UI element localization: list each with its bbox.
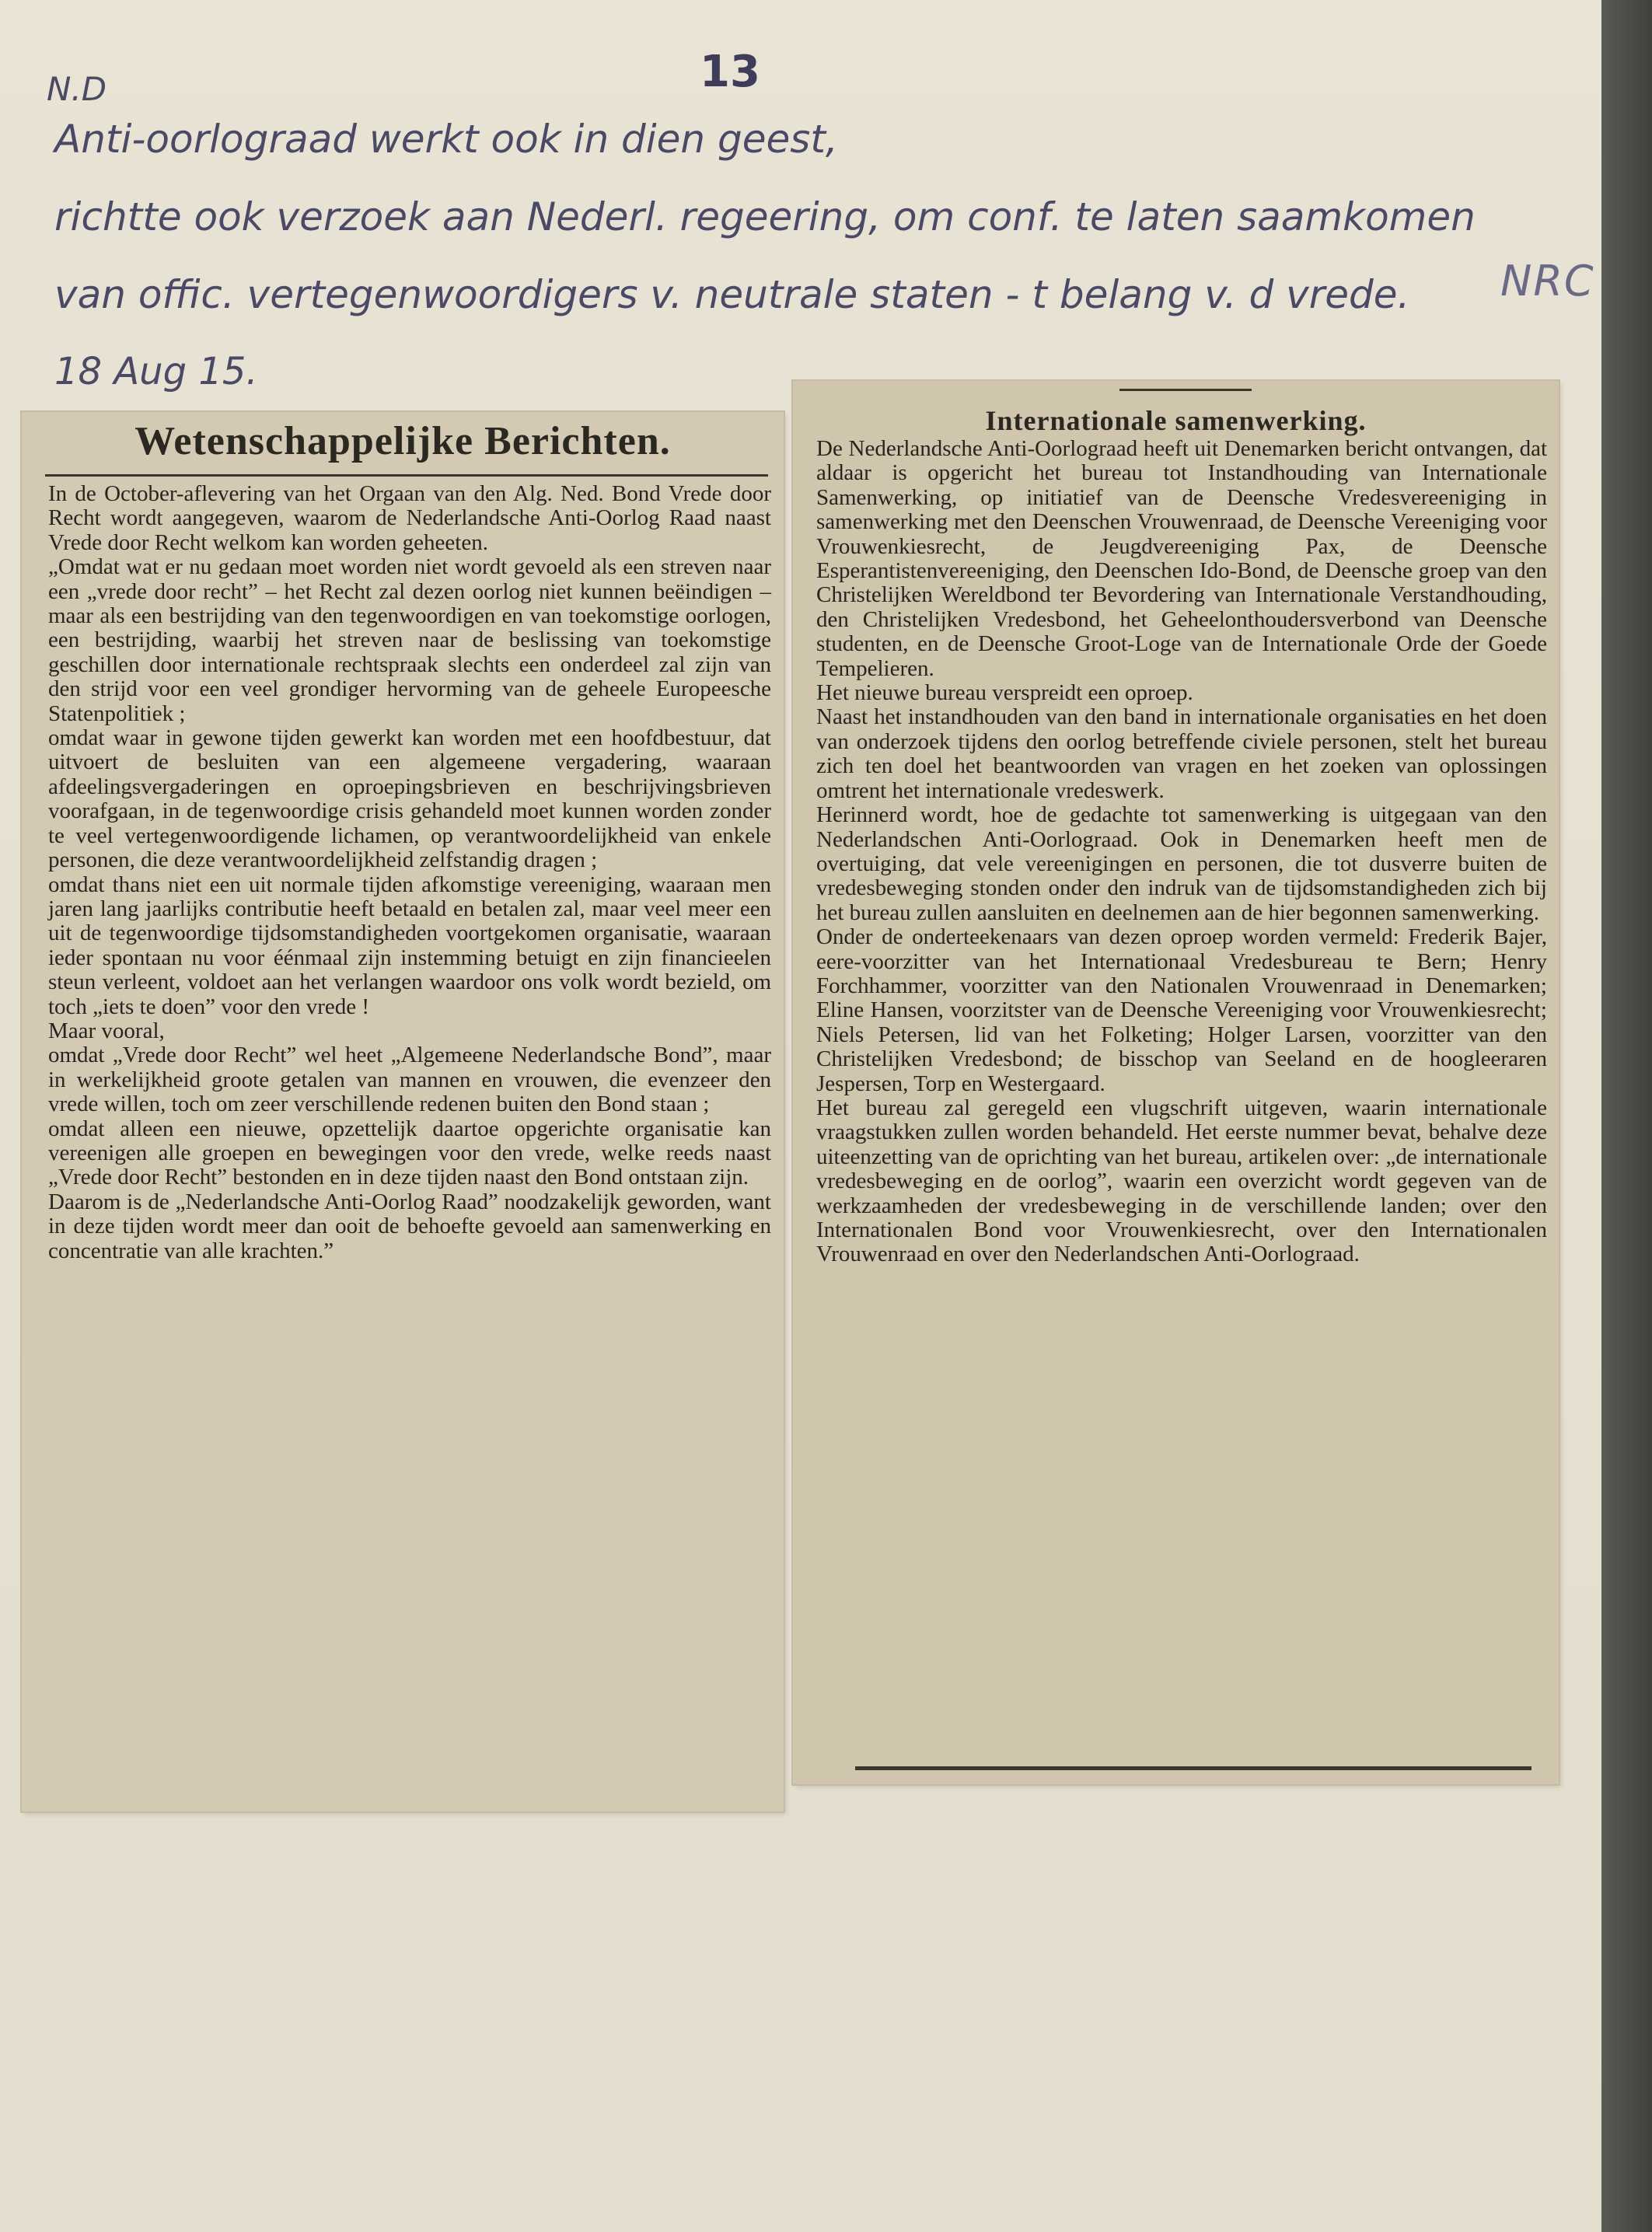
newspaper-clipping-right bbox=[793, 381, 1559, 1784]
right-clipping-bottom-rule bbox=[855, 1766, 1532, 1770]
handwritten-corner-note: N.D bbox=[47, 70, 107, 108]
handwritten-note-line-1: Anti-oorlograad werkt ook in dien geest, bbox=[54, 117, 838, 162]
left-clipping-body: In de October-aflevering van het Orgaan van den Alg. Ned. Bond Vrede door Recht wordt aangegeven, waarom de Nederlandsche Anti-Oorlog Raad naast Vrede door Recht welkom kan worden geheeten. „Omdat wat er nu gedaan moet worden niet wordt gevoeld als een streven naar een „vrede door recht” – het Recht zal dezen oorlog niet kunnen beëindigen – maar als een bestrijding van den tegenwoordigen en van toekomstige oorlogen, een bestrijding, waarbij het streven naar de beslissing van toekomstige geschillen door internationale rechtspraak slechts een onderdeel zal zijn van den strijd voor een veel grondiger hervorming van de geheele Europeesche Statenpolitiek ; omdat waar in gewone tijden gewerkt kan worden met een hoofdbestuur, dat uitvoert de besluiten van een algemeene vergadering, waaraan afdeelingsvergaderingen en oproepingsbrieven en beschrijvingsbrieven voorafgaan, in de tegenwoordige crisis gehandeld moet kunnen worden zonder te veel vertegenwoordigende lichamen, op verantwoordelijkheid van enkele personen, die deze verantwoordelijkheid zelfstandig dragen ; omdat thans niet een uit normale tijden afkomstige vereeniging, waaraan men jaren lang jaarlijks contributie heeft betaald en betalen zal, maar veel meer een uit de tegenwoordige tijdsomstandigheden voortgekomen organisatie, waaraan ieder spontaan nu voor éénmaal zijn instemming betuigt en zijn financieelen steun verleent, voldoet aan het verlangen waardoor ons volk wordt bezield, om toch „iets te doen” voor den vrede ! Maar vooral, omdat „Vrede door Recht” wel heet „Algemeene Nederlandsche Bond”, maar in werkelijkheid groote getalen van mannen en vrouwen, die evenzeer den vrede willen, toch om zeer verschillende redenen buiten den Bond staan ; omdat alleen een nieuwe, opzettelijk daartoe opgerichte organisatie kan vereenigen alle groepen en bewegingen voor den vrede, welke reeds naast „Vrede door Recht” bestonden en in deze tijden naast den Bond ontstaan zijn. Daarom is de „Nederlandsche Anti-Oorlog Raad” noodzakelijk geworden, want in deze tijden wordt meer dan ooit de behoefte gevoeld aan samenwerking en concentratie van alle krachten.” bbox=[48, 481, 771, 1263]
page-number: 13 bbox=[700, 47, 760, 97]
left-clipping-rule bbox=[45, 474, 768, 477]
handwritten-note-line-3: van offic. vertegenwoordigers v. neutrale staten - t belang v. d vrede. bbox=[54, 272, 1410, 317]
handwritten-note-line-2: richtte ook verzoek aan Nederl. regeering, om conf. te laten saamkomen bbox=[54, 194, 1476, 239]
newspaper-clipping-left bbox=[22, 412, 784, 1811]
handwritten-source: NRC bbox=[1500, 257, 1595, 306]
left-clipping-headline: Wetenschappelijke Berichten. bbox=[134, 419, 671, 463]
handwritten-date: 18 Aug 15. bbox=[54, 350, 258, 393]
right-clipping-body: De Nederlandsche Anti-Oorlograad heeft uit Denemarken bericht ontvangen, dat aldaar is opgericht het bureau tot Instandhouding van Internationale Samenwerking, op initiatief van de Deensche Vredesvereeniging in samenwerking met den Deenschen Vrouwenraad, de Deensche Vereeniging voor Vrouwenkiesrecht, de Jeugdvereeniging Pax, de Deensche Esperantistenvereeniging, den Deenschen Ido-Bond, de Deensche groep van den Christelijken Wereldbond ter Bevordering van Internationale Verstandhouding, den Christelijken Vredesbond, het Geheelonthoudersverbond van Deensche studenten, en de Deensche Groot-Loge van de Internationale Orde der Goede Tempelieren. Het nieuwe bureau verspreidt een oproep. Naast het instandhouden van den band in internationale organisaties en het doen van onderzoek tijdens den oorlog betreffende civiele personen, stelt het bureau zich ten doel het beantwoorden van vragen en het zoeken van oplossingen omtrent het internationale vredeswerk. Herinnerd wordt, hoe de gedachte tot samenwerking is uitgegaan van den Nederlandschen Anti-Oorlograad. Ook in Denemarken heeft men de overtuiging, dat vele vereenigingen en personen, die tot dusverre buiten de vredesbeweging stonden onder den indruk van de tijdsomstandigheden zich bij het bureau zullen aansluiten en deelnemen aan de hier begonnen samenwerking. Onder de onderteekenaars van dezen oproep worden vermeld: Frederik Bajer, eere-voorzitter van het Internationaal Vredesbureau te Bern; Henry Forchhammer, voorzitter van den Nationalen Vrouwenraad in Denemarken; Eline Hansen, voorzitster van de Deensche Vereeniging voor Vrouwenkiesrecht; Niels Petersen, lid van het Folketing; Holger Larsen, voorzitter van den Christelijken Vredesbond; de bisschop van Seeland en de hoogleeraren Jespersen, Torp en Westergaard. Het bureau zal geregeld een vlugschrift uitgeven, waarin internationale vraagstukken zullen worden behandeld. Het eerste nummer bevat, behalve deze uiteenzetting van de oprichting van het bureau, artikelen over: „de internationale vredesbeweging en de oorlog”, waarin een overzicht wordt gegeven van de werkzaamheden der vredesbeweging in de verschillende landen; over den Internationalen Bond voor Vrouwenkiesrecht, over den Internationalen Vrouwenraad en over den Nederlandschen Anti-Oorlograad. bbox=[816, 436, 1547, 1267]
scan-background-edge bbox=[1601, 0, 1652, 2232]
right-clipping-headline: Internationale samenwerking. bbox=[985, 405, 1367, 436]
right-clipping-top-rule bbox=[1119, 389, 1252, 391]
